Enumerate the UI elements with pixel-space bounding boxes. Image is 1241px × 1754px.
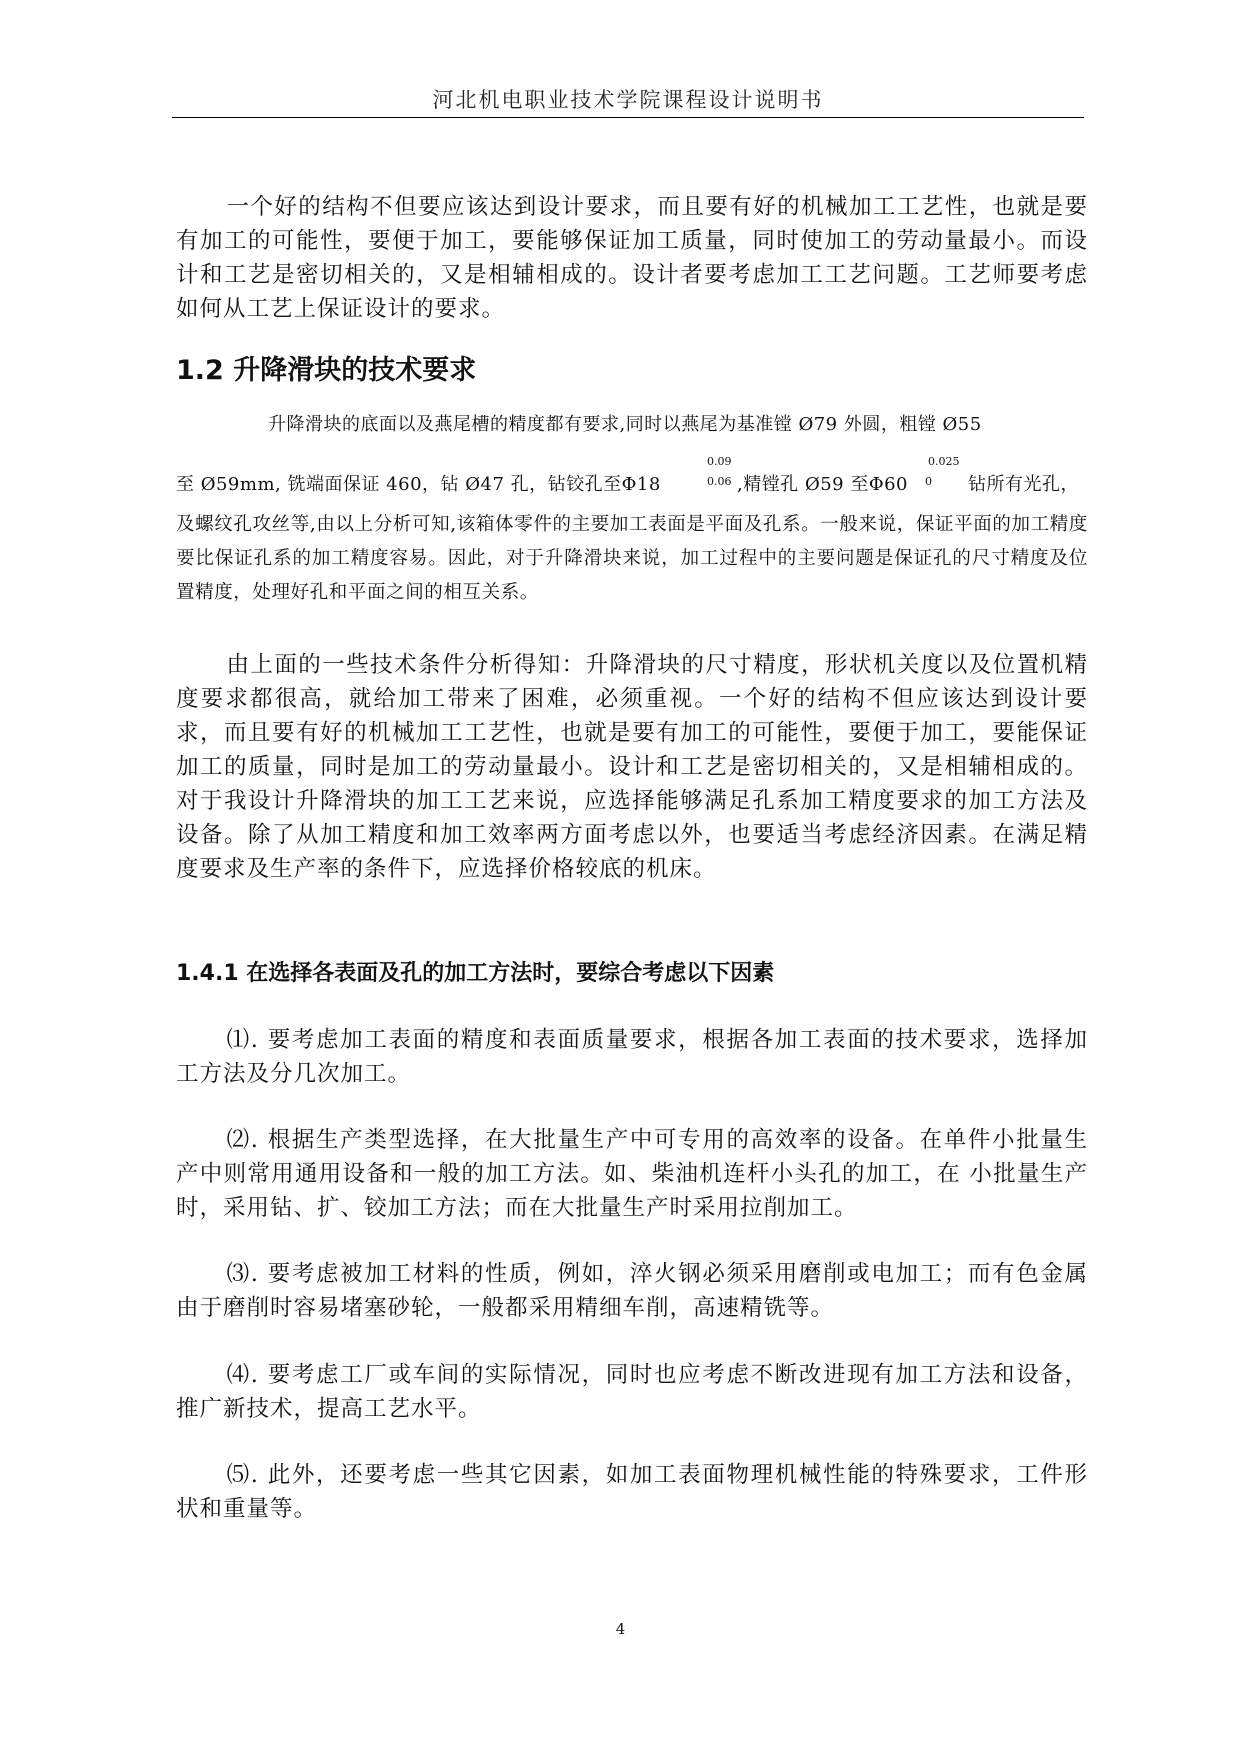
requirements-line-2a: 至 Ø59mm, 铣端面保证 460，钻 Ø47 孔，钻铰孔至Φ18 [176, 474, 661, 495]
requirements-paragraph-rest: 及螺纹孔攻丝等,由以上分析可知,该箱体零件的主要加工表面是平面及孔系。一般来说，保证平面的加工精度要比保证孔系的加工精度容易。因此，对于升降滑块来说，加工过程中的主要问题是保证孔的尺寸精度及位置精度，处理好孔和平面之间的相互关系。 [176, 514, 1088, 603]
document-header: 河北机电职业技术学院课程设计说明书 [432, 88, 824, 112]
requirements-line-2c: 钻所有光孔， [968, 474, 1079, 495]
page-number: 4 [615, 1620, 626, 1638]
analysis-paragraph [176, 648, 1088, 886]
analysis-text: 由上面的一些技术条件分析得知：升降滑块的尺寸精度，形状机关度以及位置机精度要求都很高，就给加工带来了困难，必须重视。一个好的结构不但应该达到设计要求，而且要有好的机械加工工艺性，也就是要有加工的可能性，要便于加工，要能保证加工的质量，同时是加工的劳动量最小。设计和工艺是密切相关的，又是相辅相成的。对于我设计升降滑块的加工工艺来说，应选择能够满足孔系加工精度要求的加工方法及设备。除了从加工精度和加工效率两方面考虑以外，也要适当考虑经济因素。在满足精度要求及生产率的条件下，应选择价格较底的机床。 [176, 652, 1088, 882]
intro-text: 一个好的结构不但要应该达到设计要求，而且要有好的机械加工工艺性，也就是要有加工的可能性，要便于加工，要能够保证加工质量，同时使加工的劳动量最小。而设计和工艺是密切相关的，又是相辅相成的。设计者要考虑加工工艺问题。工艺师要考虑如何从工艺上保证设计的要求。 [176, 194, 1088, 322]
factor-item-2: ⑵. 根据生产类型选择，在大批量生产中可专用的高效率的设备。在单件小批量生产中则常用通用设备和一般的加工方法。如、柴油机连杆小头孔的加工，在 小批量生产时，采用钻、扩、铰加工方法；而在大批量生产时采用拉削加工。 [176, 1127, 1088, 1221]
tolerance-upper-18: 0.09 [707, 455, 732, 468]
tolerance-lower-18: 0.06 [707, 475, 732, 488]
requirements-line-1: 升降滑块的底面以及燕尾槽的精度都有要求,同时以燕尾为基准镗 Ø79 外圆，粗镗 Ø55 [268, 414, 982, 435]
factor-item-3: ⑶. 要考虑被加工材料的性质，例如，淬火钢必须采用磨削或电加工；而有色金属由于磨削时容易堵塞砂轮，一般都采用精细车削，高速精铣等。 [176, 1261, 1088, 1321]
requirements-line-2b: ,精镗孔 Ø59 至Φ60 [737, 474, 908, 495]
factor-item-4: ⑷. 要考虑工厂或车间的实际情况，同时也应考虑不断改进现有加工方法和设备，推广新技术，提高工艺水平。 [176, 1362, 1088, 1422]
header-divider [172, 117, 1084, 118]
factor-item-5: ⑸. 此外，还要考虑一些其它因素，如加工表面物理机械性能的特殊要求，工件形状和重量等。 [176, 1462, 1088, 1522]
intro-paragraph [176, 190, 1088, 326]
section-heading-1-4-1: 1.4.1 在选择各表面及孔的加工方法时，要综合考虑以下因素 [176, 961, 775, 986]
section-heading-1-2: 1.2 升降滑块的技术要求 [176, 355, 477, 386]
tolerance-upper-60: 0.025 [928, 455, 960, 468]
tolerance-lower-60: 0 [925, 475, 932, 488]
factor-item-1: ⑴. 要考虑加工表面的精度和表面质量要求，根据各加工表面的技术要求，选择加工方法及分几次加工。 [176, 1027, 1088, 1087]
